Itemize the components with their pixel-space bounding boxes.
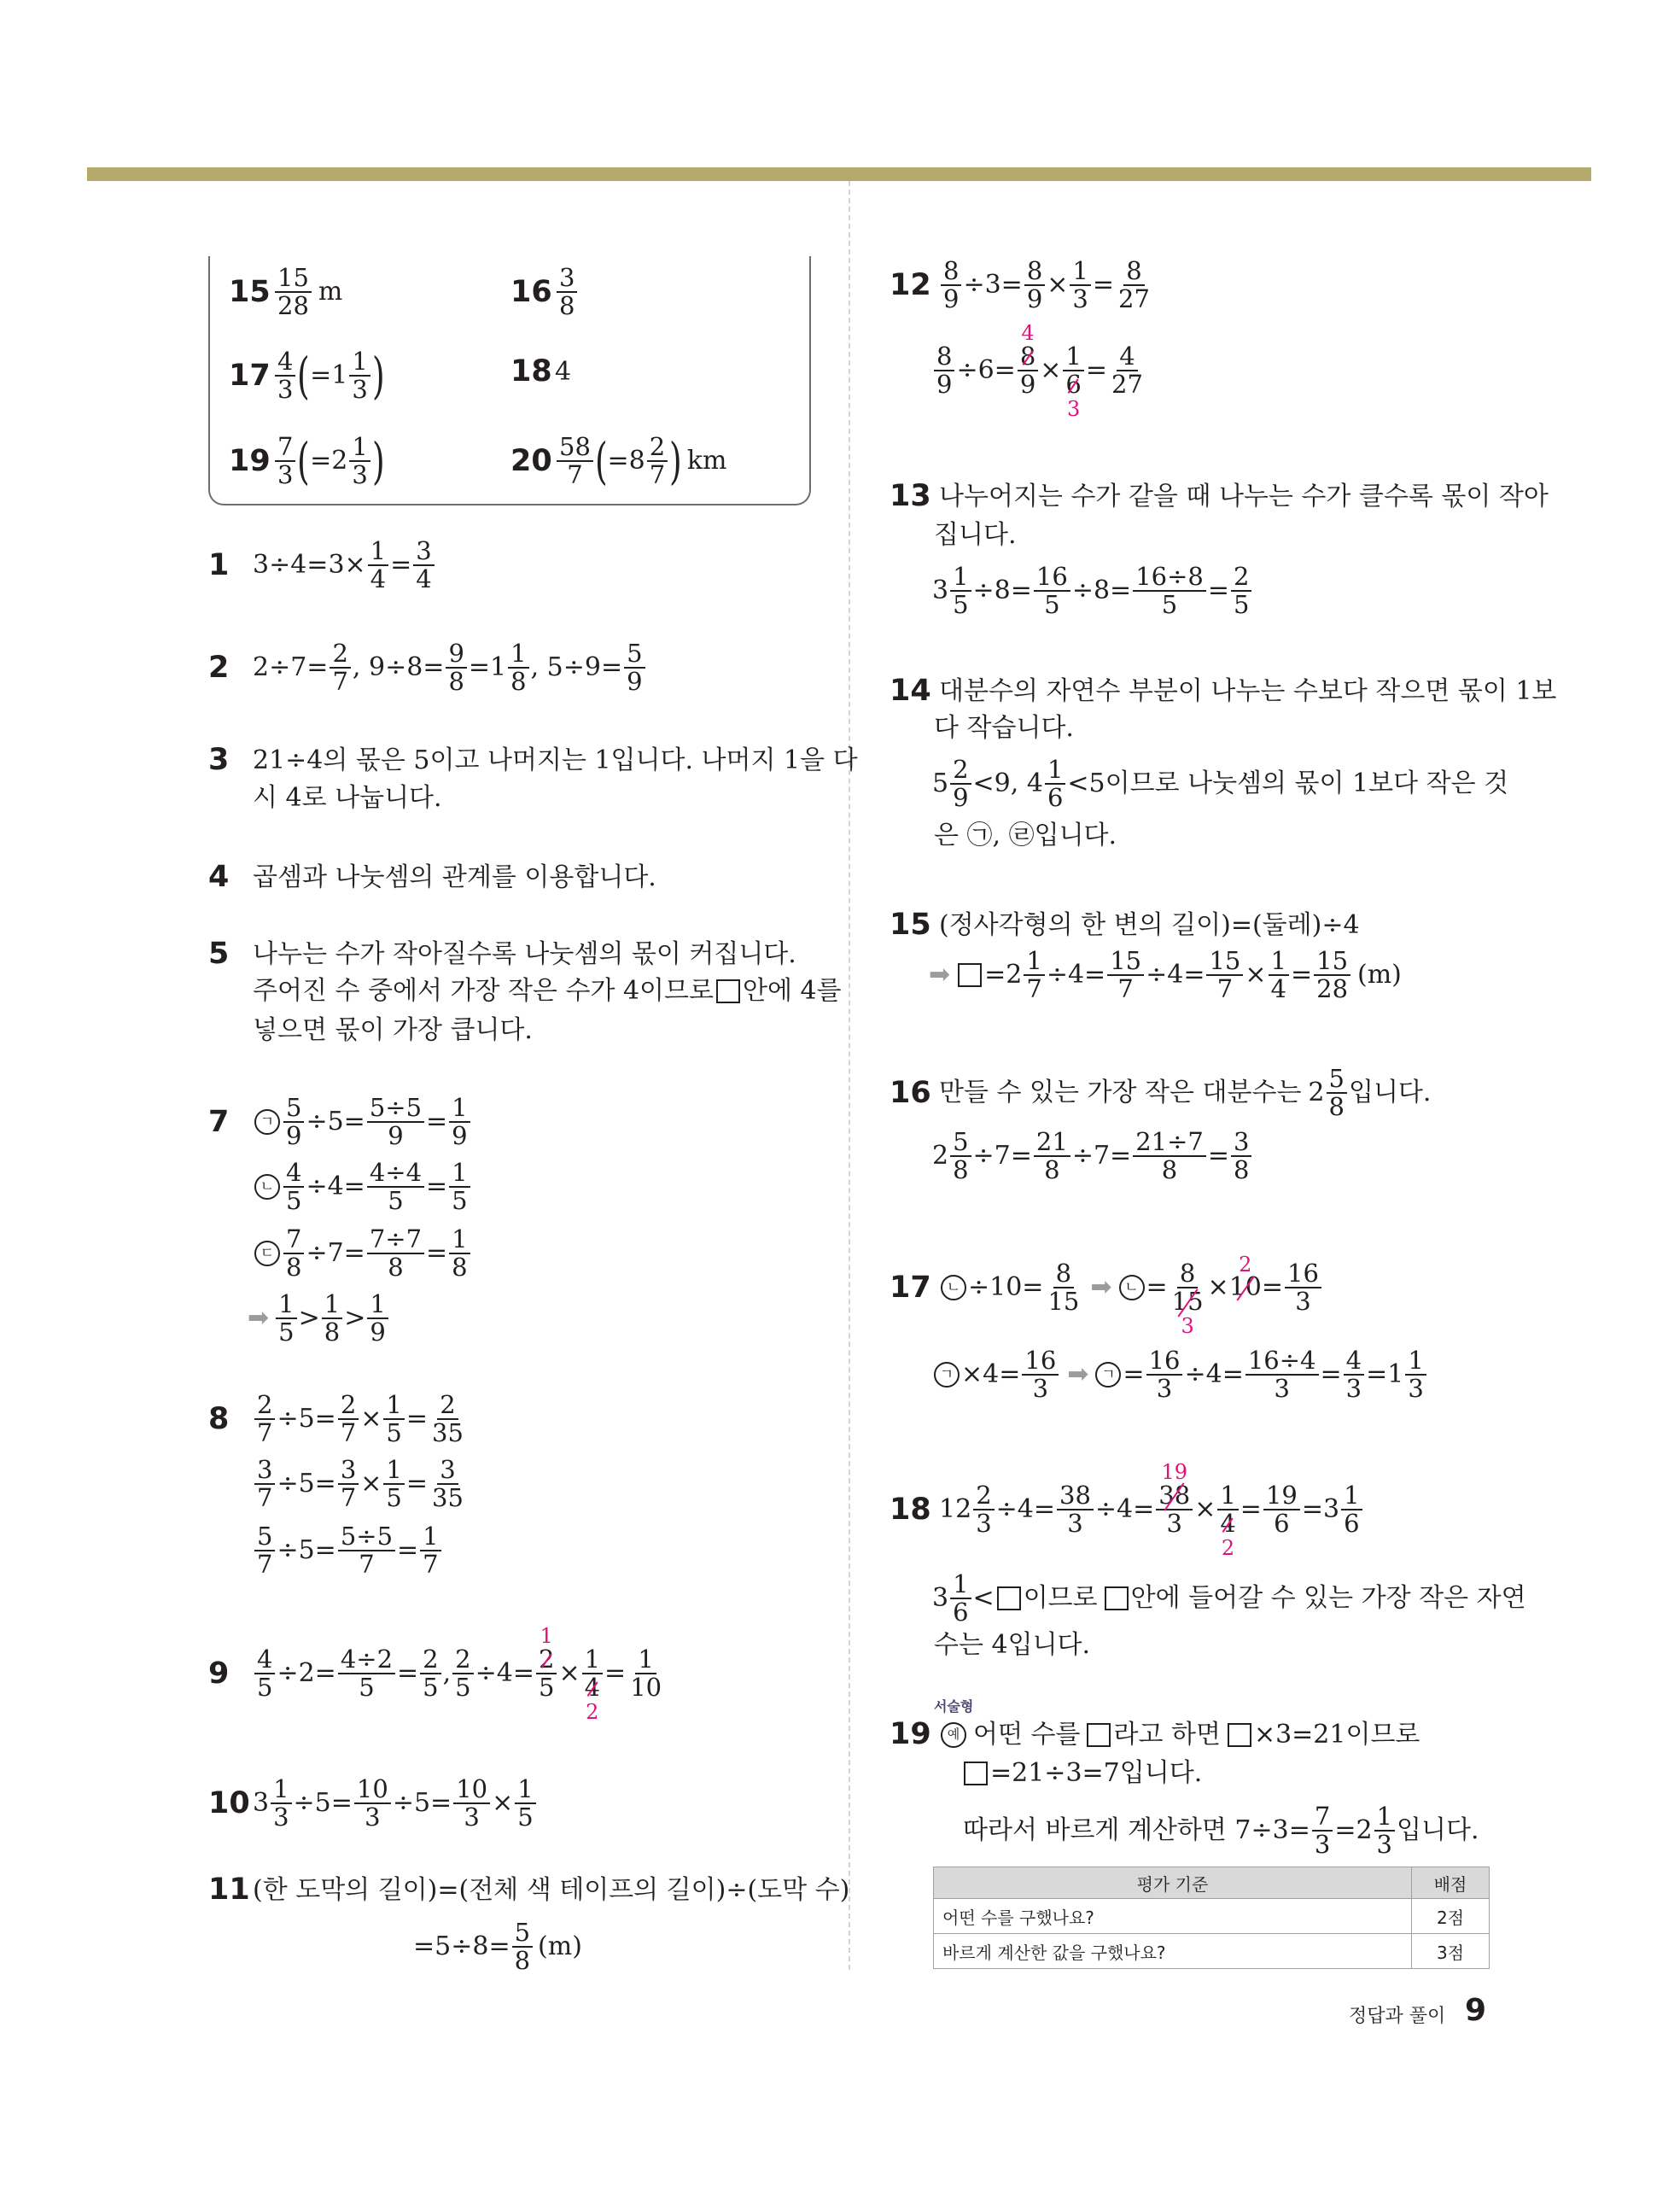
problem-7-conclusion: ➡ $\frac{1}{5}$ > $\frac{1}{8}$ > $\frac{1}{9}$	[248, 1291, 390, 1347]
problem-14-line2: 다 작습니다.	[934, 713, 1074, 743]
problem-19-line3: 따라서 바르게 계산하면 7÷3= $\frac{7}{3}$ =2 $\frac{1}{3}$ 입니다.	[963, 1802, 1479, 1860]
rubric-score: 2점	[1412, 1899, 1490, 1934]
rubric-criterion: 어떤 수를 구했나요?	[934, 1899, 1412, 1934]
problem-14-line4: 은 ㉠, ㉣입니다.	[934, 821, 1117, 850]
problem-14-line3: 5 $\frac{2}{9}$ <9, 4 $\frac{1}{6}$ <5이므로 나눗셈의 몫이 1보다 작은 것	[932, 755, 1509, 813]
problem-15: 15 (정사각형의 한 변의 길이)=(둘레)÷4	[890, 908, 1360, 942]
blank-box-icon	[1228, 1723, 1251, 1747]
scoring-rubric-table	[933, 1867, 1490, 1969]
table-row	[934, 1934, 1490, 1969]
problem-8-b: $\frac{3}{7}$ ÷5= $\frac{3}{7}$ × $\frac{1}{5}$ = $\frac{3}{35}$	[253, 1457, 468, 1512]
problem-3: 3 21÷4의 몫은 5이고 나머지는 1입니다. 나머지 1을 다	[208, 743, 858, 777]
arrow-icon: ➡	[248, 1303, 270, 1334]
problem-15-calc: ➡ =2 $\frac{1}{7}$ ÷4= $\frac{15}{7}$ ÷4= $\frac{15}{7}$ × $\frac{1}{4}$ = $\frac{15}{28}$ (m)	[929, 946, 1402, 1004]
descriptive-tag: 서술형	[934, 1698, 974, 1715]
problem-14: 14 대분수의 자연수 부분이 나누는 수보다 작으면 몫이 1보	[890, 674, 1557, 708]
rubric-score-header: 배점	[1412, 1867, 1490, 1899]
rubric-criterion: 바르게 계산한 값을 구했나요?	[934, 1934, 1412, 1969]
column-divider	[849, 181, 850, 1970]
circled-nieun-icon: ㄴ	[254, 1174, 280, 1200]
circled-nieun-icon: ㄴ	[941, 1275, 966, 1300]
problem-18-line2: 3 $\frac{1}{6}$ < 이므로 안에 들어갈 수 있는 가장 작은 자연	[932, 1569, 1526, 1627]
rubric-score: 3점	[1412, 1934, 1490, 1969]
rubric-criterion-header: 평가 기준	[934, 1867, 1412, 1899]
blank-box-icon	[958, 963, 982, 987]
answer-18: 18 4	[510, 354, 572, 389]
problem-19: 19 예 어떤 수를 라고 하면 ×3=21이므로	[890, 1717, 1420, 1751]
circled-digeut-icon: ㄷ	[254, 1241, 280, 1266]
problem-13: 13 나누어지는 수가 같을 때 나누는 수가 클수록 몫이 작아	[890, 479, 1549, 513]
problem-12-a: 12 $\frac{8}{9}$ ÷3= $\frac{8}{9}$ × $\frac{1}{3}$ = $\frac{8}{27}$	[890, 256, 1150, 314]
problem-11-line2: =5÷8= $\frac{5}{8}$ (m)	[413, 1918, 582, 1976]
problem-18-line3: 수는 4입니다.	[934, 1630, 1091, 1660]
problem-7-b: ㄴ $\frac{4}{5}$ ÷4= $\frac{4\div 4}{5}$ = $\frac{1}{5}$	[253, 1160, 472, 1215]
circled-nieun-icon: ㄴ	[1119, 1275, 1145, 1300]
rubric-header-row	[934, 1867, 1490, 1899]
problem-7-c: ㄷ $\frac{7}{8}$ ÷7= $\frac{7\div 7}{8}$ = $\frac{1}{8}$	[253, 1226, 472, 1282]
problem-5-line2: 주어진 수 중에서 가장 작은 수가 4이므로 안에 4를	[253, 976, 842, 1006]
top-color-bar	[87, 167, 1591, 181]
problem-13-line2: 집니다.	[934, 520, 1017, 550]
answer-20: 20 $\frac{58}{7}$ ( =8 $\frac{2}{7}$ ) km	[510, 432, 727, 491]
circled-giyeok-icon: ㄱ	[254, 1109, 280, 1135]
problem-2: 2 2÷7= $\frac{2}{7}$ , 9÷8= $\frac{9}{8}$ =1 $\frac{1}{8}$ , 5÷9= $\frac{5}{9}$	[208, 640, 647, 696]
problem-4: 4 곱셈과 나눗셈의 관계를 이용합니다.	[208, 860, 656, 894]
blank-box-icon	[997, 1586, 1021, 1610]
problem-5: 5 나누는 수가 작아질수록 나눗셈의 몫이 커집니다.	[208, 937, 796, 971]
blank-box-icon	[1087, 1723, 1111, 1747]
problem-12-b: $\frac{8}{9}$ ÷6= 8 4 9 × 1 6 3 = $\frac{4}{27}$	[932, 343, 1147, 399]
problem-7-a: 7 ㄱ $\frac{5}{9}$ ÷5= $\frac{5\div 5}{9}$ = $\frac{1}{9}$	[208, 1095, 472, 1150]
page-number: 9	[1465, 1993, 1487, 2028]
arrow-icon: ➡	[929, 960, 951, 990]
table-row	[934, 1899, 1490, 1934]
problem-3-line2: 시 4로 나눕니다.	[253, 783, 442, 813]
problem-9: 9 $\frac{4}{5}$ ÷2= $\frac{4\div 2}{5}$ = $\frac{2}{5}$ , $\frac{2}{5}$ ÷4= 2 1 5 × 1 4 2 = $\frac{1}{10}$	[208, 1624, 662, 1724]
problem-17-b: ㄱ ×4= $\frac{16}{3}$ ➡ ㄱ = $\frac{16}{3}$ ÷4= $\frac{16\div 4}{3}$ = $\frac{4}{3}$ =1 $\frac{1}{3}$	[932, 1347, 1428, 1403]
problem-16: 16 만들 수 있는 가장 작은 대분수는 2 $\frac{5}{8}$ 입니다.	[890, 1064, 1432, 1122]
problem-13-calc: 3 $\frac{1}{5}$ ÷8= $\frac{16}{5}$ ÷8= $\frac{16\div 8}{5}$ = $\frac{2}{5}$	[932, 564, 1253, 619]
problem-18: 18 12 $\frac{2}{3}$ ÷4= $\frac{38}{3}$ ÷4= 38 19 3 × 1 4 2 = $\frac{19}{6}$ =3 $\frac{1}{6}$	[890, 1482, 1364, 1538]
problem-8-c: $\frac{5}{7}$ ÷5= $\frac{5\div 5}{7}$ = $\frac{1}{7}$	[253, 1523, 443, 1579]
problem-10: 10 3 $\frac{1}{3}$ ÷5= $\frac{10}{3}$ ÷5= $\frac{10}{3}$ × $\frac{1}{5}$	[208, 1776, 538, 1832]
arrow-icon: ➡	[1067, 1359, 1089, 1390]
answer-19: 19 $\frac{7}{3}$ ( =2 $\frac{1}{3}$ )	[229, 432, 385, 491]
answer-16: 16 $\frac{3}{8}$	[510, 265, 579, 320]
example-mark-icon: 예	[941, 1722, 966, 1748]
circled-giyeok-icon: ㄱ	[934, 1362, 960, 1388]
answer-17: 17 $\frac{4}{3}$ ( =1 $\frac{1}{3}$ )	[229, 347, 385, 406]
problem-8-a: 8 $\frac{2}{7}$ ÷5= $\frac{2}{7}$ × $\frac{1}{5}$ = $\frac{2}{35}$	[208, 1390, 464, 1448]
problem-5-line3: 넣으면 몫이 가장 큽니다.	[253, 1015, 533, 1045]
problem-19-line2: =21÷3=7입니다.	[961, 1761, 1202, 1786]
footer-label: 정답과 풀이	[1349, 2006, 1446, 2027]
problem-11: 11 (한 도막의 길이)=(전체 색 테이프의 길이)÷(도막 수)	[208, 1873, 850, 1907]
blank-box-icon	[716, 979, 740, 1003]
problem-16-calc: 2 $\frac{5}{8}$ ÷7= $\frac{21}{8}$ ÷7= $\frac{21\div 7}{8}$ = $\frac{3}{8}$	[932, 1129, 1253, 1184]
problem-17-a: 17 ㄴ ÷10= $\frac{8}{15}$ ➡ ㄴ = 8 15 3 × 10 2 = $\frac{16}{3}$	[890, 1260, 1323, 1316]
answer-15: 15 $\frac{15}{28}$ m	[229, 263, 343, 321]
blank-box-icon	[1105, 1586, 1129, 1610]
circled-giyeok-icon: ㄱ	[1095, 1362, 1121, 1388]
problem-1: 1 3÷4=3× $\frac{1}{4}$ = $\frac{3}{4}$	[208, 538, 436, 593]
blank-box-icon	[964, 1762, 988, 1785]
arrow-icon: ➡	[1090, 1272, 1112, 1303]
